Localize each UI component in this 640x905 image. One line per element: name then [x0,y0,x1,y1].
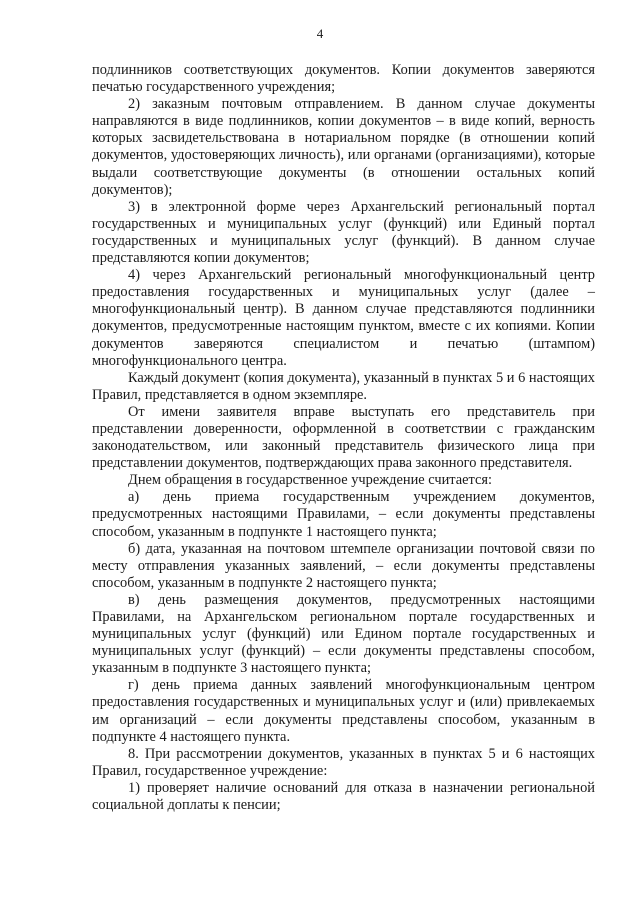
paragraph-representative: От имени заявителя вправе выступать его представитель при представлении доверенности, оформленной в соответствии с гражданским законодательством, или законный представитель физического лица при представлении документов, подтверждающих права законного представителя. [92,403,595,472]
paragraph-subitem-g: г) день приема данных заявлений многофункциональным центром предоставления государственных и муниципальных услуг и (или) привлекаемых им организаций – если документы представлены способом, указанным в подпункте 4 настоящего пункта. [92,677,595,745]
paragraph-subitem-v: в) день размещения документов, предусмотренных настоящими Правилами, на Архангельском региональном портале государственных и муниципальных услуг (функций) или Едином портале государственных и муниципальных услуг (функций) – если документы представлены способом, указанным в подпункте 3 настоящего пункта; [92,591,595,677]
paragraph-item-4-mfc: 4) через Архангельский региональный многофункциональный центр предоставления государственных и муниципальных услуг (далее – многофункциональный центр). В данном случае представляются подлинники документов, предусмотренные настоящим пунктом, вместе с их копиями. Копии документов заверяются специалистом и печатью (штампом) многофункционального центра. [92,267,595,369]
paragraph-continuation: подлинников соответствующих документов. Копии документов заверяются печатью государственного учреждения; [92,62,595,96]
paragraph-item-2-registered-mail: 2) заказным почтовым отправлением. В данном случае документы направляются в виде подлинников, копии документов – в виде копий, верность которых засвидетельствована в нотариальном порядке (в отношении копий документов, удостоверяющих личность), или органами (организациями), которые выдали соответствующие документы (в отношении остальных копий документов); [92,96,595,198]
paragraph-section-8-item-1: 1) проверяет наличие оснований для отказа в назначении региональной социальной доплаты к пенсии; [92,779,595,814]
paragraph-subitem-b: б) дата, указанная на почтовом штемпеле организации почтовой связи по месту отправления указанных заявлений, – если документы представлены способом, указанным в подпункте 2 настоящего пункта; [92,540,595,591]
paragraph-subitem-a: а) день приема государственным учреждением документов, предусмотренных настоящими Правилами, – если документы представлены способом, указанным в подпункте 1 настоящего пункта; [92,489,595,540]
paragraph-single-copy: Каждый документ (копия документа), указанный в пунктах 5 и 6 настоящих Правил, представляется в одном экземпляре. [92,369,595,403]
page-number: 4 [316,26,324,41]
document-body [92,62,595,814]
paragraph-application-date-intro: Днем обращения в государственное учреждение считается: [128,472,493,489]
paragraph-section-8: 8. При рассмотрении документов, указанных в пунктах 5 и 6 настоящих Правил, государственное учреждение: [92,745,595,779]
paragraph-item-3-electronic-form: 3) в электронной форме через Архангельский региональный портал государственных и муниципальных услуг (функций) или Единый портал государственных и муниципальных услуг (функций). В данном случае представляются копии документов; [92,198,595,267]
